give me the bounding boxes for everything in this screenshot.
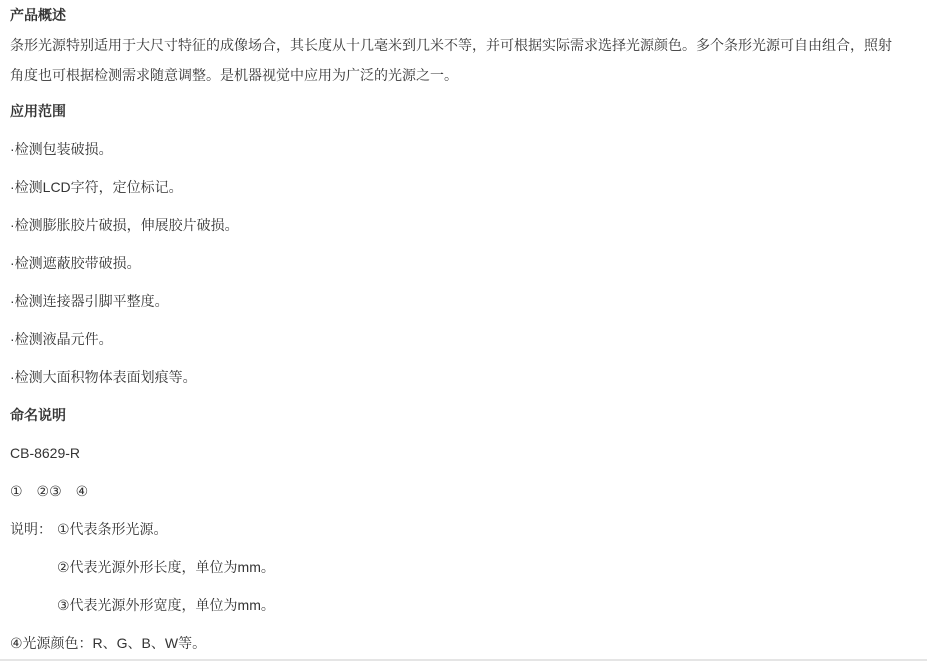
application-item: ·检测膨胀胶片破损，伸展胶片破损。 xyxy=(10,217,239,233)
application-item: ·检测包装破损。 xyxy=(10,141,113,157)
marker-numbers: ① ②③ ④ xyxy=(10,483,89,499)
section-heading-naming: 命名说明 xyxy=(10,407,66,423)
note-item: ①代表条形光源。 xyxy=(57,521,168,537)
model-number: CB-8629-R xyxy=(10,445,81,461)
color-note: ④光源颜色：R、G、B、W等。 xyxy=(10,635,207,651)
note-item: ②代表光源外形长度，单位为mm。 xyxy=(57,559,275,575)
section-heading-overview: 产品概述 xyxy=(10,7,66,23)
note-label: 说明： xyxy=(10,521,52,537)
note-item: ③代表光源外形宽度，单位为mm。 xyxy=(57,597,275,613)
application-item: ·检测大面积物体表面划痕等。 xyxy=(10,369,197,385)
naming-note-row xyxy=(10,514,910,544)
application-item: ·检测LCD字符，定位标记。 xyxy=(10,179,183,195)
section-heading-applications: 应用范围 xyxy=(10,103,66,119)
application-item: ·检测液晶元件。 xyxy=(10,331,113,347)
application-item: ·检测遮蔽胶带破损。 xyxy=(10,255,141,271)
overview-paragraph: 条形光源特别适用于大尺寸特征的成像场合，其长度从十几毫米到几米不等，并可根据实际需求选择光源颜色。多个条形光源可自由组合，照射角度也可根据检测需求随意调整。是机器视觉中应用为广泛的光源之一。 xyxy=(10,37,892,83)
application-item: ·检测连接器引脚平整度。 xyxy=(10,293,169,309)
